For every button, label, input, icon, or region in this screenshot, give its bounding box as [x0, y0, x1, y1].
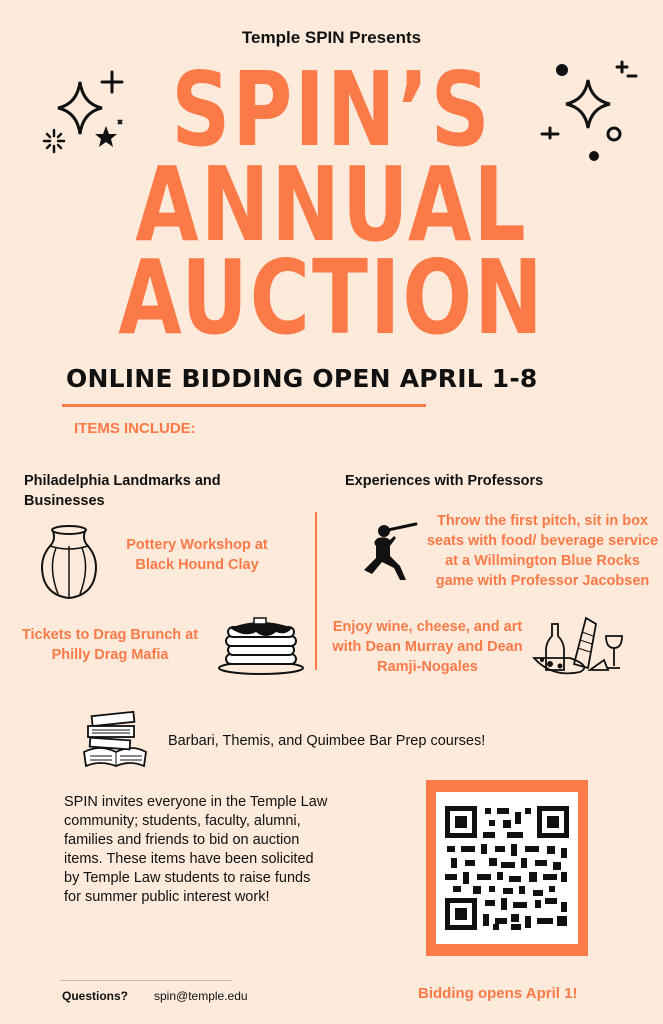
vase-icon: [34, 522, 104, 602]
bar-prep-item: Barbari, Themis, and Quimbee Bar Prep courses!: [168, 733, 486, 749]
wine-cheese-icon: [530, 614, 630, 680]
presenter-line: Temple SPIN Presents: [241, 28, 422, 47]
bidding-opens-note: Bidding opens April 1!: [418, 985, 578, 1002]
column-divider: [315, 512, 317, 670]
items-heading: ITEMS INCLUDE:: [74, 420, 196, 437]
qr-code-frame: [426, 780, 588, 956]
pottery-workshop-item: Pottery Workshop at Black Hound Clay: [126, 537, 268, 573]
wine-cheese-item: Enjoy wine, cheese, and art with Dean Murray and Dean Ramji-Nogales: [332, 619, 523, 675]
bidding-window-heading: ONLINE BIDDING OPEN APRIL 1-8: [66, 364, 538, 393]
books-icon: [80, 708, 150, 772]
title-line-3: AUCTION: [118, 239, 545, 358]
description-paragraph: SPIN invites everyone in the Temple Law community; students, faculty, alumni, families and friends to bid on auction items. These items have been solicited by Temple Law students to raise funds for summer public interest work!: [64, 794, 328, 905]
heading-divider: [62, 404, 426, 407]
right-column-heading: Experiences with Professors: [345, 473, 544, 489]
baseball-player-icon: [360, 522, 420, 584]
pancakes-icon: [216, 614, 306, 676]
qr-code-icon[interactable]: [445, 806, 569, 930]
footer-divider: [60, 980, 232, 981]
first-pitch-item: Throw the first pitch, sit in box seats with food/ beverage service at a Willmington Blue Rocks game with Professor Jacobsen: [426, 513, 659, 589]
left-column-heading: Philadelphia Landmarks and Businesses: [24, 473, 221, 509]
contact-email-link[interactable]: spin@temple.edu: [154, 989, 248, 1003]
title-line-2: ANNUAL: [135, 146, 528, 265]
drag-brunch-item: Tickets to Drag Brunch at Philly Drag Mafia: [21, 627, 199, 663]
title-line-1: SPIN’S: [171, 51, 492, 170]
questions-label: Questions?: [62, 989, 129, 1003]
